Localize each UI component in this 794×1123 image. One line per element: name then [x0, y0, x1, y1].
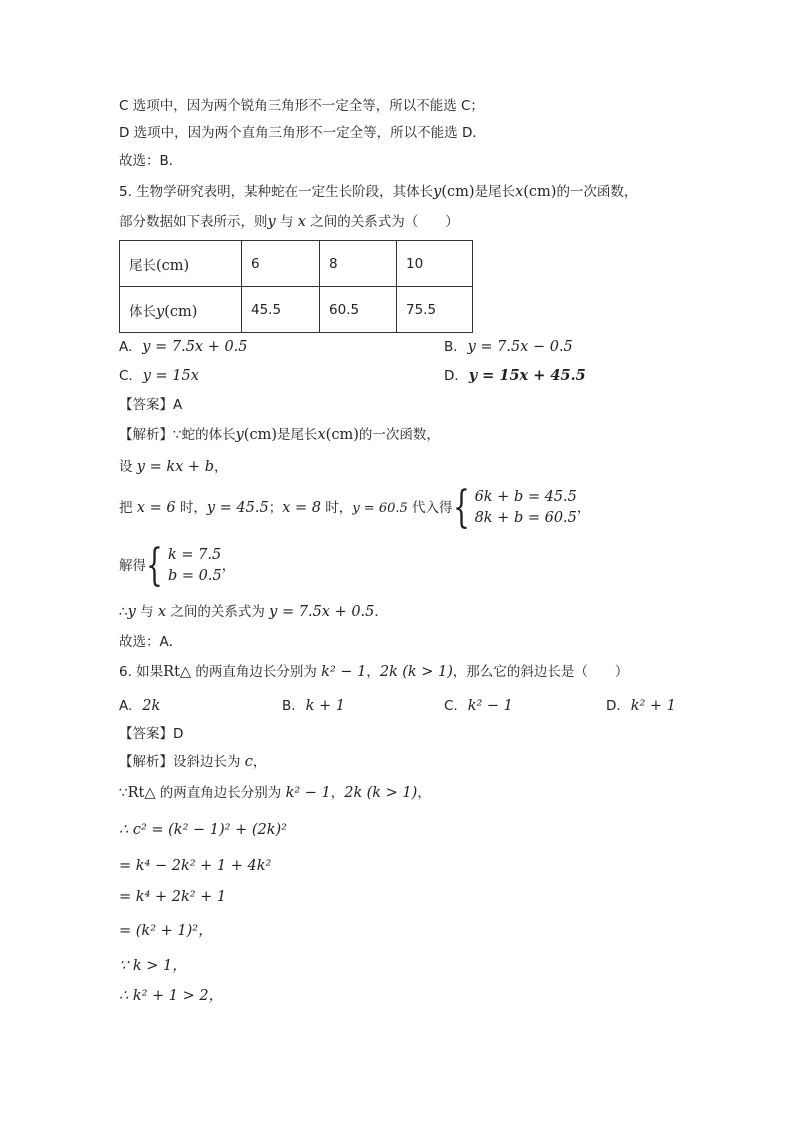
q5-analysis-line5: ∴y 与 x 之间的关系式为 y = 7.5x + 0.5． [119, 604, 388, 620]
q5-answer: 【答案】A [119, 397, 183, 413]
q6-step-5: = k⁴ + 2k² + 1 [119, 889, 227, 905]
table-row [120, 241, 473, 287]
text-d-option: D 选项中，因为两个直角三角形不一定全等，所以不能选 D． [119, 125, 486, 141]
q5-stem-text: 5. 生物学研究表明，某种蛇在一定生长阶段，其体长 [119, 184, 434, 200]
q5-var-y: y [267, 214, 276, 230]
q5-stem-text: 的一次函数， [556, 184, 638, 200]
q6-stem: 6. 如果Rt△ 的两直角边长分别为 k² − 1，2k (k > 1)，那么它的斜边长是（ ） [119, 664, 629, 680]
text-c-option: C 选项中，因为两个锐角三角形不一定全等，所以不能选 C； [119, 98, 484, 114]
q5-analysis-line2: 设 y = kx + b， [119, 459, 228, 475]
q5-stem-text: 部分数据如下表所示，则 [119, 214, 268, 230]
q5-stem-text: 与 [275, 214, 298, 230]
q6-step-4: = k⁴ − 2k² + 1 + 4k² [119, 858, 272, 874]
q5-option-b: B. y = 7.5x − 0.5 [444, 339, 573, 355]
q5-choose: 故选：A． [119, 634, 183, 650]
q5-stem-text: 是尾长 [474, 184, 516, 200]
text-choose-b: 故选：B． [119, 153, 183, 169]
q6-step-3: ∴ c² = (k² − 1)² + (2k)² [119, 822, 287, 838]
q6-option-b: B. k + 1 [282, 698, 345, 714]
table-row-header: 体长y(cm) [120, 287, 242, 333]
q5-stem-text: 之间的关系式为（ ） [305, 214, 459, 230]
table-cell: 45.5 [242, 287, 320, 333]
equation-system: { 6k + b = 45.5 8k + b = 60.5 [452, 482, 577, 533]
q5-analysis-line4: 解得{ k = 7.5 b = 0.5 ， [119, 540, 236, 591]
q6-option-d: D. k² + 1 [606, 698, 676, 714]
q6-analysis-line2: ∵Rt△ 的两直角边长分别为 k² − 1，2k (k > 1)， [119, 785, 431, 801]
q5-var-y: y [433, 184, 442, 200]
table-row-header: 尾长(cm) [120, 241, 242, 287]
q6-answer: 【答案】D [119, 726, 184, 742]
q5-unit: (cm) [523, 184, 557, 200]
q5-unit: (cm) [441, 184, 475, 200]
q6-step-7: ∵ k > 1， [119, 958, 187, 974]
table-cell: 6 [242, 241, 320, 287]
q5-stem-line1 [119, 182, 637, 202]
q5-option-c: C. y = 15x [119, 368, 199, 384]
q6-step-6: = (k² + 1)²， [119, 923, 213, 939]
q6-option-c: C. k² − 1 [444, 698, 513, 714]
table-row [120, 287, 473, 333]
q5-data-table [119, 240, 473, 333]
q5-var-x: x [515, 184, 524, 200]
q5-analysis-line3: 把 x = 6 时，y = 45.5；x = 8 时，y = 60.5 代入得{ 6k + b = 45.5 8k + b = 60.5 ， [119, 482, 591, 533]
table-cell: 8 [320, 241, 397, 287]
analysis-label: 【解析】 [119, 427, 173, 443]
table-cell: 75.5 [397, 287, 473, 333]
q6-option-a: A. 2k [119, 698, 161, 714]
q5-option-a: A. y = 7.5x + 0.5 [119, 339, 248, 355]
q5-option-d: D. y = 15x + 45.5 [444, 367, 586, 384]
table-cell: 60.5 [320, 287, 397, 333]
q5-var-x: x [297, 214, 306, 230]
q5-analysis-line1: 【解析】∵蛇的体长y(cm)是尾长x(cm)的一次函数， [119, 427, 440, 443]
equation-system: { k = 7.5 b = 0.5 [146, 540, 222, 591]
table-cell: 10 [397, 241, 473, 287]
analysis-label: 【解析】 [119, 754, 173, 770]
q6-analysis-line1: 【解析】设斜边长为 c， [119, 754, 267, 770]
q6-step-8: ∴ k² + 1 > 2， [119, 988, 224, 1004]
q5-stem-line2 [119, 212, 459, 232]
